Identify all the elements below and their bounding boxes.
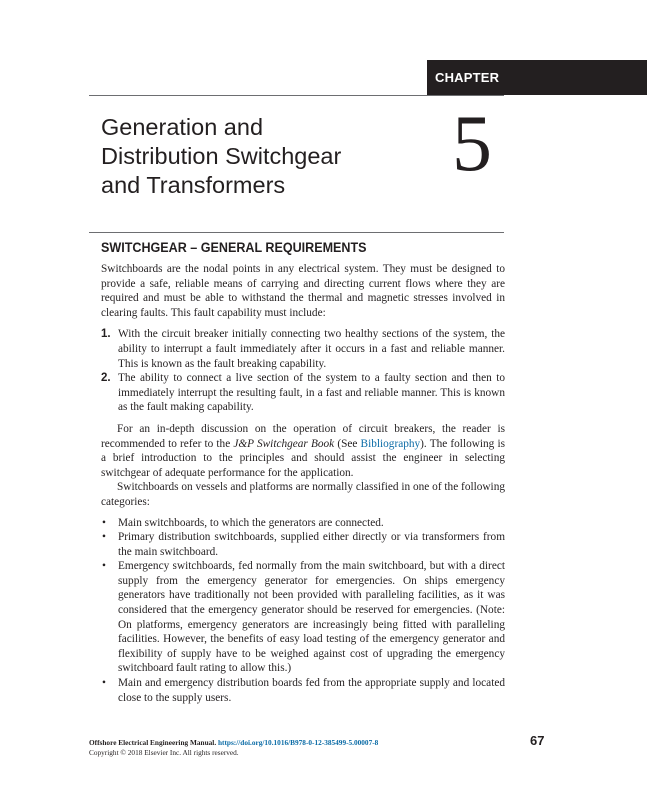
title-line: and Transformers [101,172,286,198]
book-reference: J&P Switchgear Book [233,437,335,450]
bullet-marker: • [102,677,106,690]
copyright: Copyright © 2018 Elsevier Inc. All rights reserved. [89,748,239,757]
list-item-text: Primary distribution switchboards, supplied either directly or via transformers from the main switchboard. [118,531,505,558]
title-line: Generation and [101,114,264,140]
page-number: 67 [530,733,545,748]
bullet-marker: • [102,531,106,544]
title-line: Distribution Switchgear [101,143,342,169]
bullet-list [101,516,505,706]
list-item-text: Main switchboards, to which the generators are connected. [118,516,384,529]
bullet-marker: • [102,516,106,529]
list-item [101,559,505,676]
book-title: Offshore Electrical Engineering Manual. [89,738,217,747]
list-item-text: The ability to connect a live section of the system to a faulty section and then to immediately interrupt the resulting fault, in a fast and reliable manner. This is known as the fault making capability. [118,372,505,414]
list-item [101,327,505,371]
top-rule [89,95,504,96]
section-heading: SWITCHGEAR – GENERAL REQUIREMENTS [101,240,367,255]
list-item [101,676,505,705]
numbered-list [101,327,505,415]
intro-paragraph: Switchboards are the nodal points in any electrical system. They must be designed to provide a safe, reliable means of carrying and directing current flows where they are required and must be able to withstand the thermal and magnetic stresses involved in clearing faults. This fault capability must include: [101,263,505,319]
footer [89,738,505,758]
list-item-text: Main and emergency distribution boards fed from the appropriate supply and located close to the supply users. [118,677,505,704]
citation [89,738,505,748]
body-text [101,262,505,705]
list-marker: 1. [101,328,111,341]
list-marker: 2. [101,372,111,385]
list-item-text: With the circuit breaker initially connecting two healthy sections of the system, the ability to interrupt a fault immediately after it occurs in a fast and reliable manner. This is known as the fault breaking capability. [118,328,505,370]
doi-link[interactable]: https://doi.org/10.1016/B978-0-12-385499-5.00007-8 [217,738,379,747]
reference-paragraph: For an in-depth discussion on the operation of circuit breakers, the reader is recommended to refer to the J&P Switchgear Book (See Bibliography). The following is a brief introduction to the principles and should assist the engineer in selecting switchgear of adequate performance for the application. [101,422,505,479]
chapter-title [101,113,431,200]
chapter-label: CHAPTER [427,60,647,95]
bullet-marker: • [102,560,106,573]
list-item [101,516,505,531]
list-item-text: Emergency switchboards, fed normally from the main switchboard, but with a direct supply from the emergency generator for emergencies. On ships emergency generators have traditionally not been provided with paralleling facilities, as it was considered that the emergency generator should be reserved for emergencies. (Note: On platforms, emergency generators are increasingly being fitted with paralleling facilities. However, the benefits of easy load testing of the emergency generator and flexibility of supply have to be weighed against cost of upgrading the emergency switchboard fault rating to allow this.) [118,560,505,675]
bibliography-link[interactable]: Bibliography [360,437,421,450]
list-item [101,371,505,415]
section-rule [89,232,504,233]
chapter-number: 5 [452,100,492,188]
classification-paragraph: Switchboards on vessels and platforms are normally classified in one of the following categories: [101,481,505,508]
list-item [101,530,505,559]
